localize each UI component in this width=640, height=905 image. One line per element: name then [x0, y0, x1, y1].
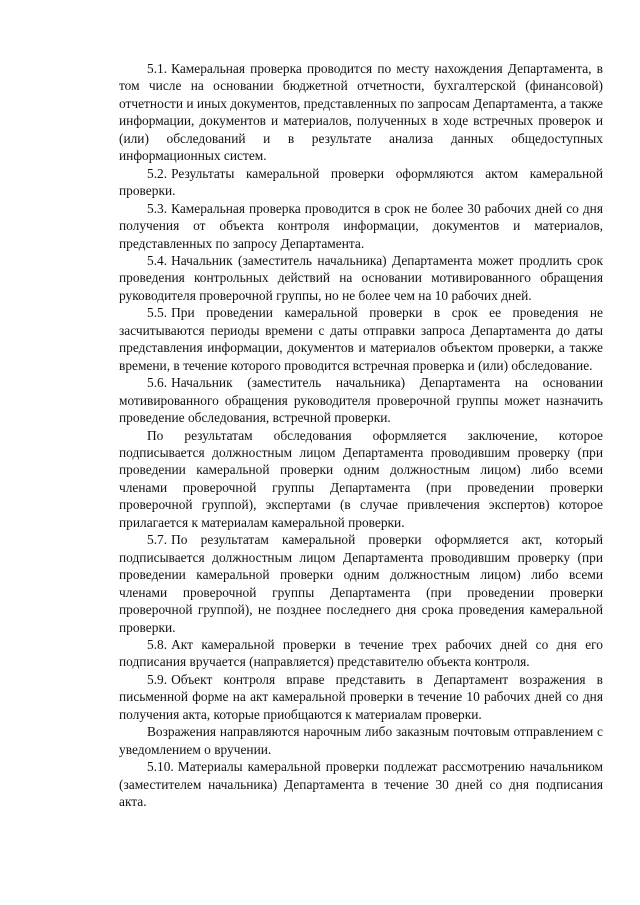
- paragraph-text: По результатам камеральной проверки оформляется акт, который подписывается должностным лицом Департамента проводившим проверку (при проведении камеральной проверки одним должностным лицом) либо всеми членами проверочной группы Департамента (при проведении проверки проверочной группой), не позднее последнего дня срока проведения камеральной проверки.: [119, 532, 603, 635]
- paragraph-5-5: [119, 304, 603, 374]
- paragraph-5-4: [119, 252, 603, 304]
- paragraph-5-8: [119, 636, 603, 671]
- paragraph-text: При проведении камеральной проверки в срок ее проведения не засчитываются периоды времени с даты отправки запроса Департамента до даты представления информации, документов и материалов объектом проверки, а также времени, в течение которого проводится встречная проверка и (или) обследование.: [119, 305, 603, 373]
- paragraph-text: Начальник (заместитель начальника) Департамента на основании мотивированного обращения руководителя проверочной группы может назначить проведение обследования, встречной проверки.: [119, 375, 603, 426]
- paragraph-5-2: [119, 165, 603, 200]
- paragraph-number: 5.3.: [147, 200, 168, 216]
- paragraph-number: 5.8.: [147, 636, 168, 652]
- paragraph-5-10: [119, 758, 603, 810]
- paragraph-number: 5.6.: [147, 375, 168, 391]
- paragraph-text: По результатам обследования оформляется заключение, которое подписывается должностным лицом Департамента проводившим проверку (при проведении камеральной проверки одним должностным лицом) либо всеми членами проверочной группы Департамента (при проведении проверки проверочной группой), экспертами (в случае привлечения экспертов) которое прилагается к материалам камеральной проверки.: [119, 427, 603, 530]
- paragraph-number: 5.5.: [147, 305, 168, 321]
- paragraph-number: 5.7.: [147, 532, 168, 548]
- paragraph-number: 5.10.: [147, 759, 174, 775]
- paragraph-5-9: [119, 671, 603, 723]
- paragraph-5-6-conclusion: [119, 427, 603, 532]
- paragraph-number: 5.1.: [147, 61, 168, 76]
- paragraph-text: Начальник (заместитель начальника) Департамента может продлить срок проведения контрольных действий на основании мотивированного обращения руководителя проверочной группы, но не более чем на 10 рабочих дней.: [119, 252, 603, 303]
- paragraph-5-7: [119, 531, 603, 636]
- paragraph-5-3: [119, 200, 603, 252]
- document-page: [119, 60, 603, 810]
- paragraph-text: Возражения направляются нарочным либо заказным почтовым отправлением с уведомлением о вручении.: [119, 724, 603, 757]
- paragraph-text: Камеральная проверка проводится в срок не более 30 рабочих дней со дня получения от объекта контроля информации, документов и материалов, представленных по запросу Департамента.: [119, 200, 603, 251]
- paragraph-5-1: [119, 60, 603, 165]
- paragraph-number: 5.2.: [147, 165, 168, 181]
- paragraph-number: 5.9.: [147, 671, 168, 687]
- paragraph-text: Результаты камеральной проверки оформляются актом камеральной проверки.: [119, 165, 603, 199]
- paragraph-text: Акт камеральной проверки в течение трех рабочих дней со дня его подписания вручается (направляется) представителю объекта контроля.: [119, 636, 603, 670]
- paragraph-text: Камеральная проверка проводится по месту нахождения Департамента, в том числе на основании бюджетной отчетности, бухгалтерской (финансовой) отчетности и иных документов, представленных по запросам Департамента, а также информации, документов и материалов, полученных в ходе встречных проверок и (или) обследований и в результате анализа данных общедоступных информационных систем.: [119, 61, 603, 164]
- paragraph-text: Объект контроля вправе представить в Департамент возражения в письменной форме на акт камеральной проверки в течение 10 рабочих дней со дня получения акта, которые приобщаются к материалам проверки.: [119, 671, 603, 722]
- paragraph-5-9-objections: [119, 723, 603, 758]
- paragraph-number: 5.4.: [147, 252, 168, 268]
- paragraph-text: Материалы камеральной проверки подлежат рассмотрению начальником (заместителем начальника) Департамента в течение 30 дней со дня подписания акта.: [119, 759, 603, 810]
- paragraph-5-6: [119, 374, 603, 426]
